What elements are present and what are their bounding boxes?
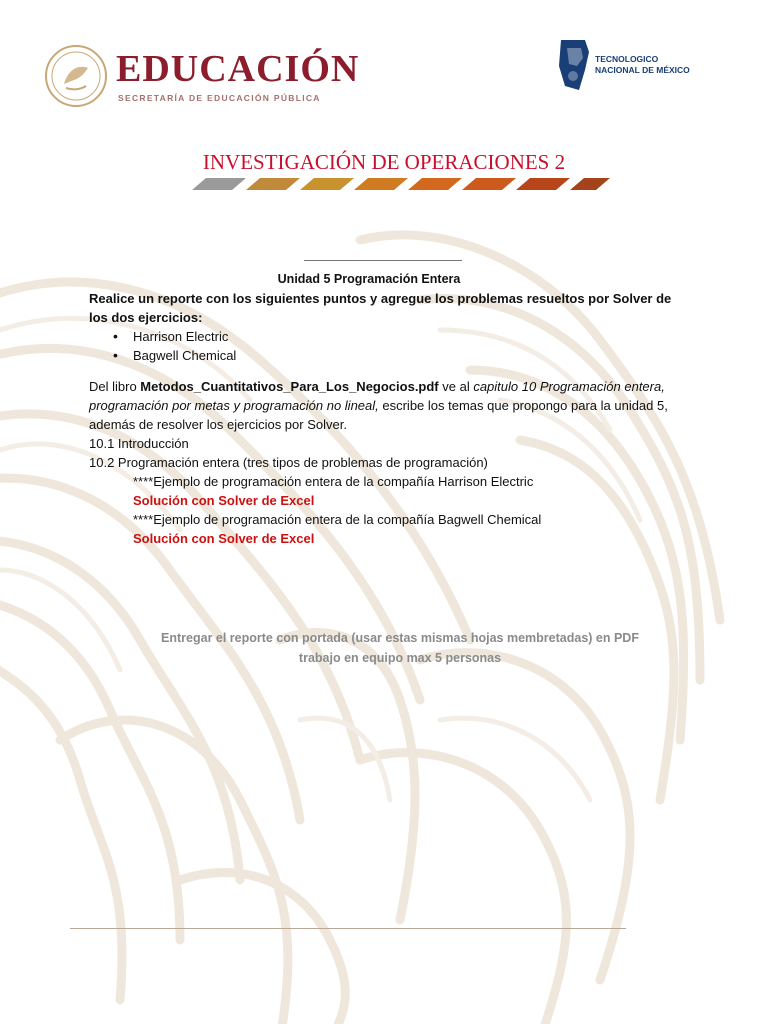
topic-10-1: 10.1 Introducción: [89, 436, 189, 451]
solution-bagwell: Solución con Solver de Excel: [133, 531, 315, 546]
sep-title: EDUCACIÓN: [116, 48, 360, 90]
exercise-list: [89, 327, 689, 365]
sep-subtitle: SECRETARÍA DE EDUCACIÓN PÚBLICA: [118, 93, 321, 103]
footer-divider: [70, 928, 626, 929]
note-line1: Entregar el reporte con portada (usar estas mismas hojas membretadas) en PDF: [161, 631, 639, 645]
delivery-note: [0, 628, 768, 668]
decorative-stripes: [184, 176, 614, 192]
mexican-seal-icon: [44, 44, 108, 108]
instructions: Realice un reporte con los siguientes puntos y agregue los problemas resueltos por Solver de los dos ejercicios:: [89, 291, 672, 325]
example-bagwell: ****Ejemplo de programación entera de la compañía Bagwell Chemical: [133, 512, 542, 527]
list-item: • Harrison Electric: [133, 327, 689, 346]
unit-title: Unidad 5 Programación Entera: [277, 272, 461, 286]
tecnm-line1: TECNOLOGICO: [595, 54, 659, 64]
chapter-title: capitulo 10 Programación entera, programación por metas y programación no lineal,: [89, 379, 665, 413]
book-paragraph: Del libro Metodos_Cuantitativos_Para_Los_Negocios.pdf ve al capitulo 10 Programación entera, programación por metas y programación no lineal, escribe los temas que propongo para la unidad 5, además de resolver los ejercicios por Solver.: [89, 379, 668, 432]
list-item: • Bagwell Chemical: [133, 346, 689, 365]
topic-10-2: 10.2 Programación entera (tres tipos de problemas de programación): [89, 455, 488, 470]
tecnm-logo: [555, 36, 690, 94]
tecnm-emblem-icon: [555, 36, 591, 94]
document-body: [89, 270, 689, 548]
divider-short: [304, 260, 462, 261]
sep-logo: [44, 44, 359, 108]
book-filename: Metodos_Cuantitativos_Para_Los_Negocios.pdf: [140, 379, 439, 394]
tecnm-line2: NACIONAL DE MÉXICO: [595, 65, 690, 75]
example-harrison: ****Ejemplo de programación entera de la compañía Harrison Electric: [133, 474, 534, 489]
document-title: INVESTIGACIÓN DE OPERACIONES 2: [202, 150, 566, 174]
note-line2: trabajo en equipo max 5 personas: [298, 651, 502, 665]
solution-harrison: Solución con Solver de Excel: [133, 493, 315, 508]
